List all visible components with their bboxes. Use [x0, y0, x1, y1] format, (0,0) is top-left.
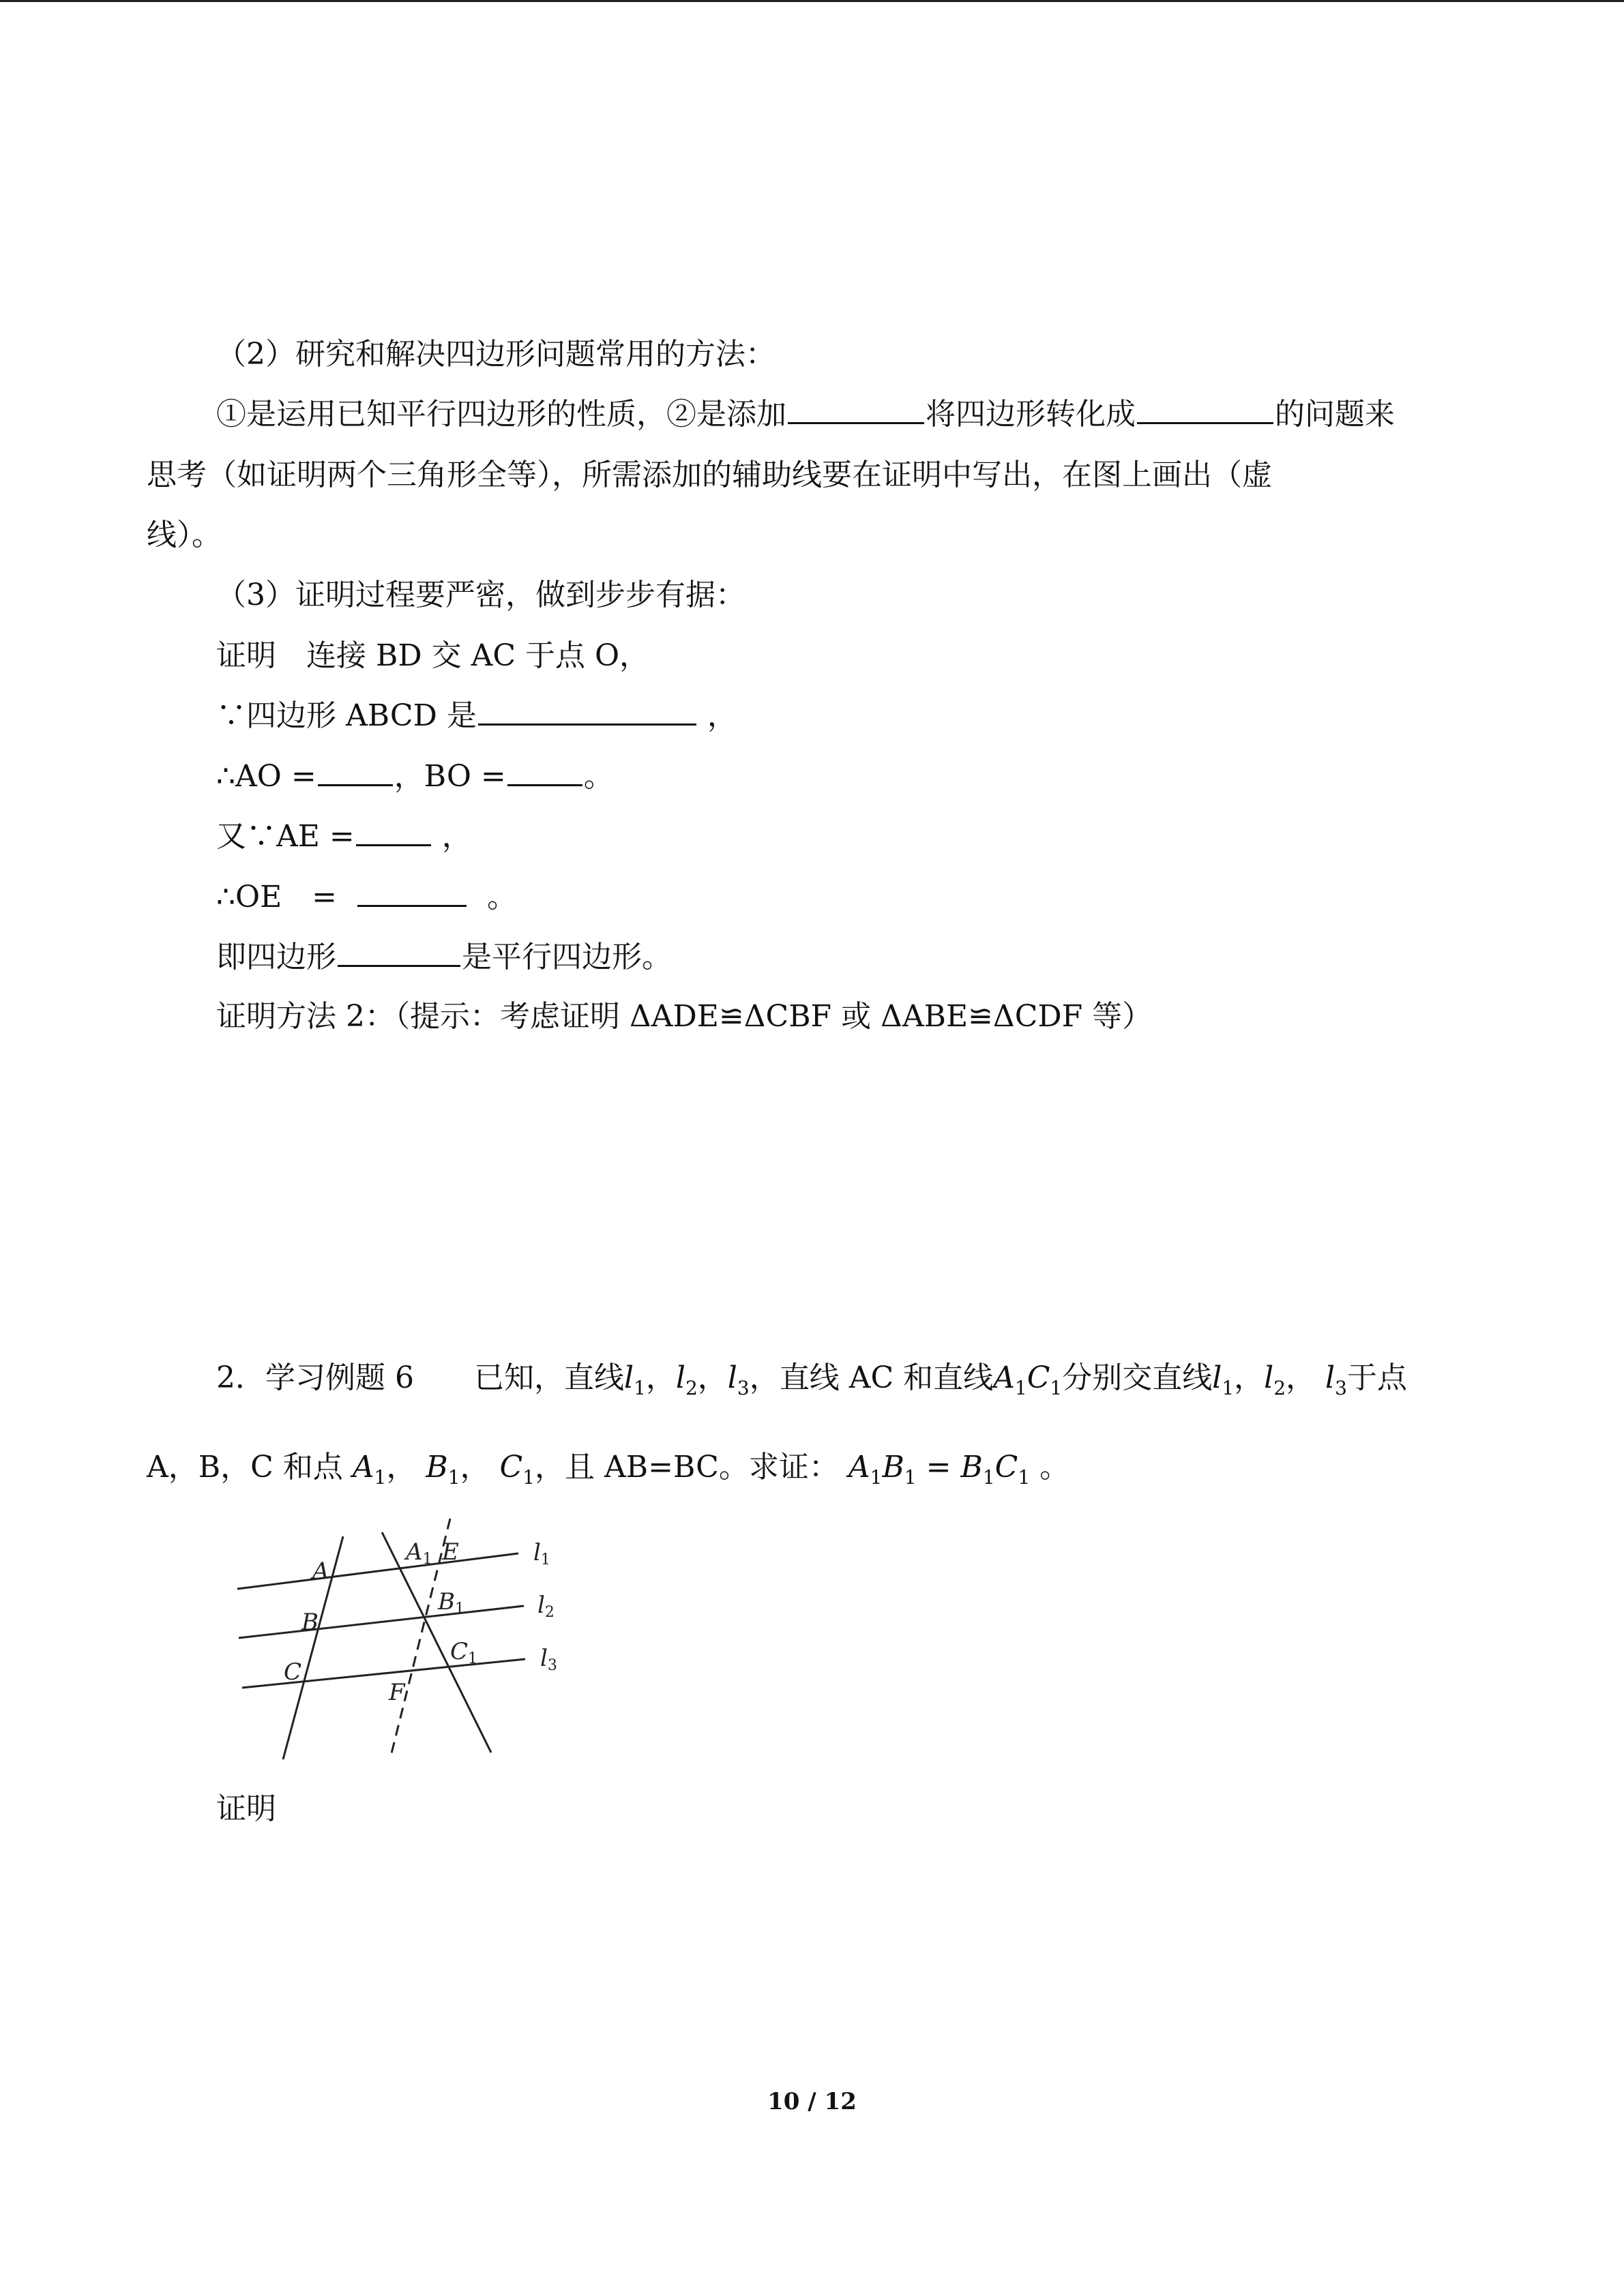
example-line-1: 2．学习例题 6 已知，直线$l_1$，$l_2$，$l_3$，直线 AC 和直线$A_1C_1$分别交直线$l_1$，$l_2$， $l_3$于点: [216, 1360, 1407, 1399]
section-2-line-3: 线）。: [147, 518, 222, 552]
line-l1: [237, 1553, 518, 1589]
label-a1: A1: [406, 1538, 432, 1568]
answer-blank[interactable]: [788, 395, 924, 424]
proof-step-5: 即四边形 是平行四边形。: [216, 937, 672, 978]
section-3-title: （3）证明过程要严密，做到步步有据：: [216, 578, 745, 612]
parallel-lines-figure: [225, 1510, 580, 1770]
proof-step-4: ∴OE = 。: [216, 877, 517, 918]
label-f: F: [389, 1679, 405, 1706]
label-b1: B1: [438, 1588, 464, 1617]
proof-step-1: ∵四边形 ABCD 是 ，: [216, 696, 737, 736]
label-a: A: [312, 1557, 329, 1585]
top-border: [0, 0, 1624, 2]
label-c: C: [284, 1658, 302, 1686]
answer-blank[interactable]: [338, 938, 460, 967]
label-l3: l3: [540, 1645, 557, 1674]
proof-step-3: 又∵AE = ，: [216, 816, 472, 857]
answer-blank[interactable]: [478, 696, 696, 726]
label-c1: C1: [450, 1638, 478, 1667]
label-l2: l2: [537, 1592, 555, 1621]
answer-blank[interactable]: [507, 757, 582, 786]
example-line-2: A，B，C 和点 $A_1$， $B_1$， $C_1$，且 AB=BC。求证： $A_1B_1 = B_1C_1$ 。: [147, 1450, 1070, 1489]
answer-blank[interactable]: [1137, 395, 1273, 424]
line-l2: [239, 1606, 524, 1638]
label-b: B: [301, 1609, 319, 1636]
example-proof-label: 证明: [216, 1791, 276, 1826]
answer-blank[interactable]: [356, 817, 431, 846]
answer-blank[interactable]: [357, 878, 467, 907]
section-2-title: （2）研究和解决四边形问题常用的方法：: [216, 337, 776, 372]
label-l1: l1: [533, 1539, 550, 1568]
answer-blank[interactable]: [318, 757, 393, 786]
page-number: 10 / 12: [767, 2088, 857, 2115]
label-e: E: [442, 1538, 459, 1566]
section-2-line-1: ①是运用已知平行四边形的性质，②是添加 将四边形转化成 的问题来: [216, 394, 1395, 435]
proof-step-2: ∴AO = ，BO = 。: [216, 756, 614, 797]
proof-start: 证明 连接 BD 交 AC 于点 O，: [216, 638, 650, 673]
section-2-line-2: 思考（如证明两个三角形全等），所需添加的辅助线要在证明中写出，在图上画出（虚: [147, 458, 1272, 492]
line-a1c1: [382, 1532, 491, 1753]
proof-method-2: 证明方法 2：（提示：考虑证明 ΔADE≌ΔCBF 或 ΔABE≌ΔCDF 等）: [216, 999, 1153, 1034]
